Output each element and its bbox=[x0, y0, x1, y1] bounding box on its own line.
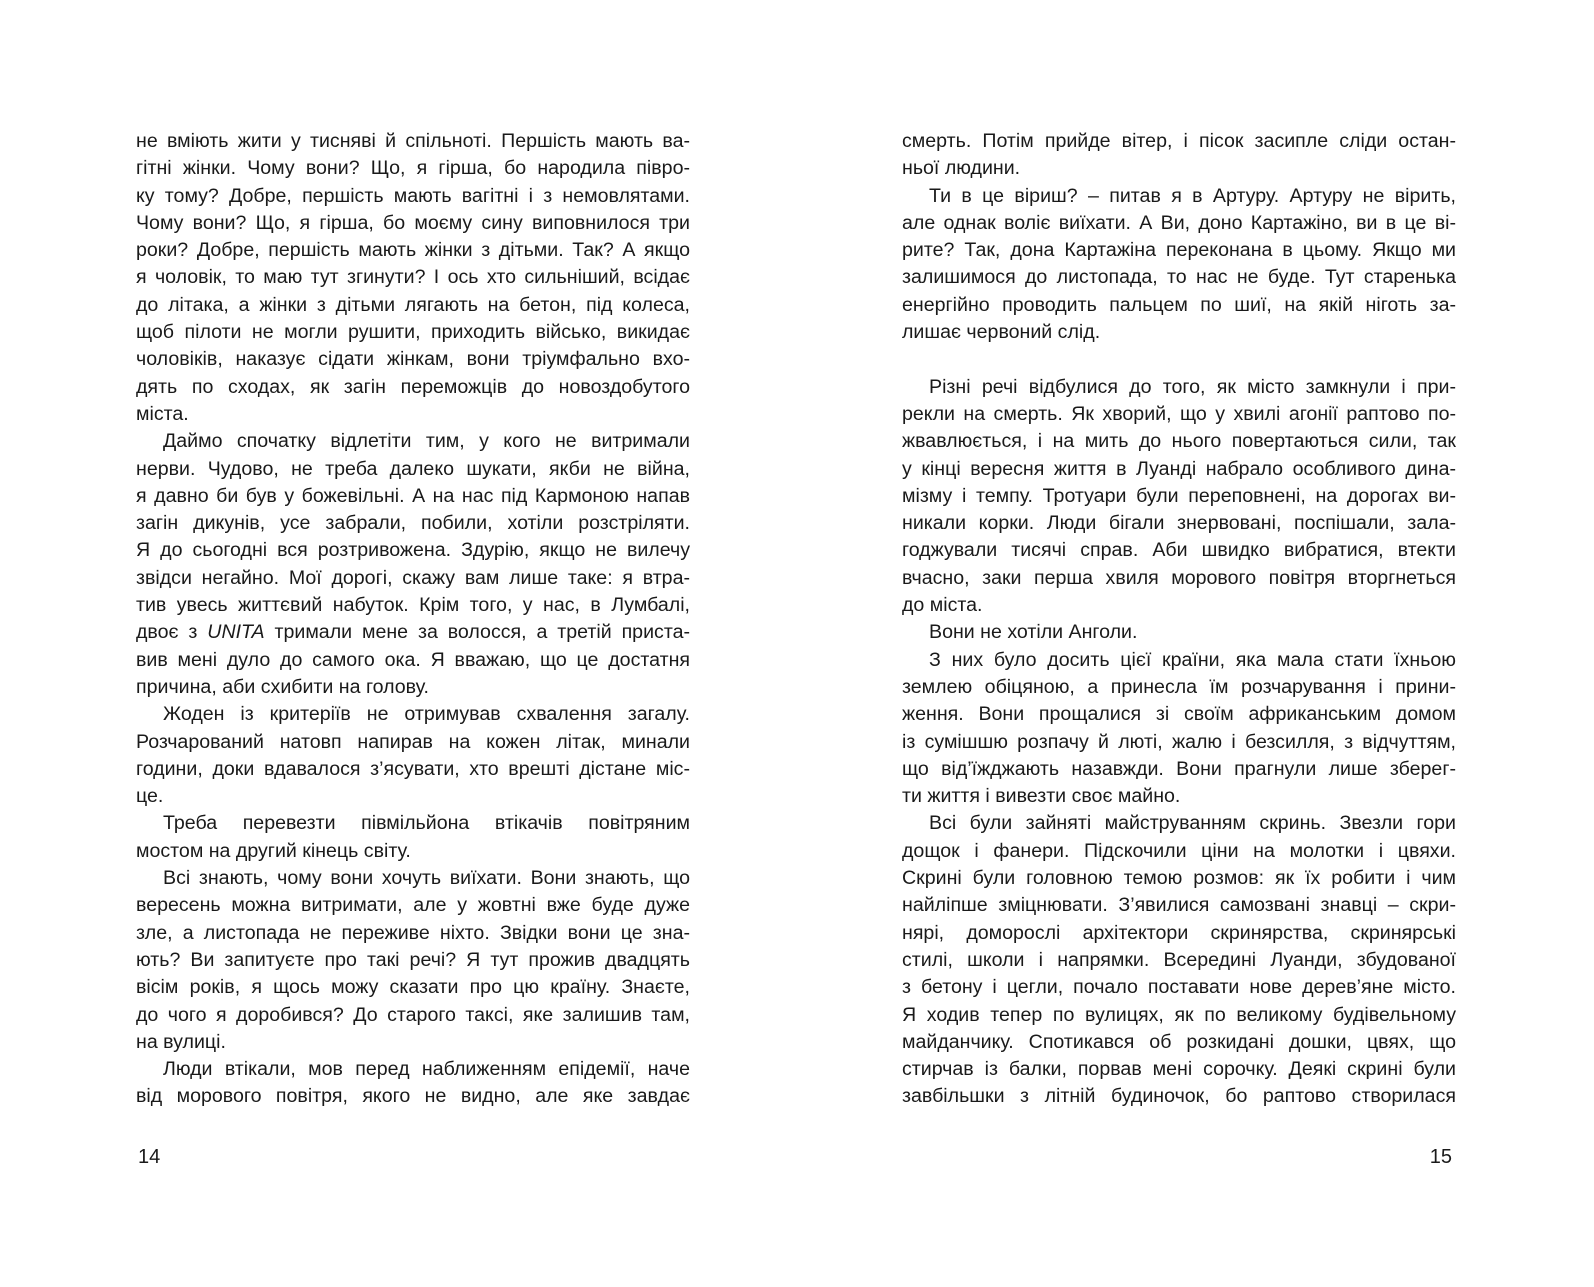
text-line: мізму і темпу. Тротуари були переповнені, на дорогах ви- bbox=[902, 484, 1456, 507]
text-line: звідси негайно. Мої дорогі, скажу вам лише таке: я втра- bbox=[136, 566, 690, 589]
text-line: загін дикунів, усе забрали, побили, хотіли розстріляти. bbox=[136, 512, 690, 535]
text-line: Всі були зайняті майструванням скринь. Звезли гори bbox=[929, 812, 1456, 835]
text-line: залишимося до листопада, то нас не буде. Тут старенька bbox=[902, 266, 1456, 289]
text-line: Скрині були головною темою розмов: як їх робити і чим bbox=[902, 867, 1456, 890]
text-line: стирчав із балки, порвав мені сорочку. Деякі скрині були bbox=[902, 1058, 1456, 1081]
text-line: але однак воліє виїхати. А Ви, доно Картажіно, ви в це ві- bbox=[902, 211, 1456, 234]
text-line: Ти в це віриш? – питав я в Артуру. Артуру не вірить, bbox=[929, 184, 1456, 207]
text-line: що від’їжджають назавжди. Вони прагнули лише зберег- bbox=[902, 757, 1456, 780]
text-line: мостом на другий кінець світу. bbox=[136, 839, 411, 862]
text-line: никали корки. Люди бігали знервовані, поспішали, зала- bbox=[902, 512, 1456, 535]
text-line: жвавлюється, і на мить до нього повертаються сили, так bbox=[902, 430, 1456, 453]
text-line: рекли на смерть. Як хворий, що у хвилі агонії раптово по- bbox=[902, 402, 1456, 425]
text-line: вісім років, я щось можу сказати про цю країну. Знаєте, bbox=[136, 976, 690, 999]
italic-term: UNITA bbox=[207, 621, 265, 644]
text-line: ку тому? Добре, першість мають вагітні і з немовлятами. bbox=[136, 184, 690, 207]
text-line: нярі, доморослі архітектори скринярства, скринярські bbox=[902, 921, 1456, 944]
text-line: ють? Ви запитуєте про такі речі? Я тут прожив двадцять bbox=[136, 948, 690, 971]
text-line: у кінці вересня життя в Луанді набрало особливого дина- bbox=[902, 457, 1456, 480]
text-line: лишає червоний слід. bbox=[902, 321, 1101, 344]
text-line: ньої людини. bbox=[902, 157, 1021, 180]
text-line: Я до сьогодні вся розтривожена. Здурію, якщо не вилечу bbox=[136, 539, 690, 562]
text-line: роки? Добре, першість мають жінки з дітьми. Так? А якщо bbox=[136, 239, 690, 262]
text-line: двоє з UNITA тримали мене за волосся, а третій приста- bbox=[136, 621, 690, 644]
text-line: причина, аби схибити на голову. bbox=[136, 675, 429, 698]
text-line: від морового повітря, якого не видно, але яке завдає bbox=[136, 1085, 690, 1108]
text-line: із сумішшю розпачу й люті, жалю і безсилля, з відчуттям, bbox=[902, 730, 1456, 753]
text-line: вересень можна витримати, але у жовтні вже буде дуже bbox=[136, 894, 690, 917]
text-line: рите? Так, дона Картажіна переконана в цьому. Якщо ми bbox=[902, 239, 1456, 262]
left-page-body bbox=[136, 128, 690, 1111]
text-line: ження. Вони прощалися зі своїм африканським домом bbox=[902, 703, 1456, 726]
text-line: Розчарований натовп напирав на кожен літак, минали bbox=[136, 730, 690, 753]
text-line: стилі, школи і напрямки. Всередині Луанди, збудованої bbox=[902, 948, 1456, 971]
text-line: енергійно проводить пальцем по шиї, на якій ніготь за- bbox=[902, 293, 1456, 316]
text-line: Чому вони? Що, я гірша, бо моєму сину виповнилося три bbox=[136, 211, 690, 234]
text-line: це. bbox=[136, 785, 164, 808]
text-line: Вони не хотіли Анголи. bbox=[929, 621, 1138, 644]
text-line: Треба перевезти півмільйона втікачів повітряним bbox=[163, 812, 690, 835]
text-line: завбільшки з літній будиночок, бо раптово створилася bbox=[902, 1085, 1456, 1108]
text-line: на вулиці. bbox=[136, 1030, 226, 1053]
text-line bbox=[902, 346, 1456, 373]
text-line: не вміють жити у тисняві й спільноті. Першість мають ва- bbox=[136, 130, 690, 152]
text-line: вчасно, заки перша хвиля морового повітря вторгнеться bbox=[902, 566, 1456, 589]
text-line: З них було досить цієї країни, яка мала стати їхньою bbox=[929, 648, 1456, 671]
text-line: Я ходив тепер по вулицях, як по великому будівельному bbox=[902, 1003, 1456, 1026]
text-line: щоб пілоти не могли рушити, приходить військо, викидає bbox=[136, 321, 690, 344]
text-line: Жоден із критеріїв не отримував схвалення загалу. bbox=[163, 703, 690, 726]
text-line: землею обіцяною, а принесла їм розчарування і прини- bbox=[902, 675, 1456, 698]
text-line: смерть. Потім прийде вітер, і пісок засипле сліди остан- bbox=[902, 130, 1456, 152]
text-line: Всі знають, чому вони хочуть виїхати. Вони знають, що bbox=[163, 867, 690, 890]
left-page-number: 14 bbox=[138, 1146, 161, 1168]
text-line: зле, а листопада не переживе ніхто. Звідки вони це зна- bbox=[136, 921, 690, 944]
text-line: дощок і фанери. Підскочили ціни на молотки і цвяхи. bbox=[902, 839, 1456, 862]
text-line: чоловіків, наказує сідати жінкам, вони тріумфально вхо- bbox=[136, 348, 690, 371]
text-line: дять по сходах, як загін переможців до новоздобутого bbox=[136, 375, 690, 398]
text-line: Різні речі відбулися до того, як місто замкнули і при- bbox=[929, 375, 1456, 398]
text-line: Даймо спочатку відлетіти тим, у кого не витримали bbox=[163, 430, 690, 453]
text-line: Люди втікали, мов перед наближенням епідемії, наче bbox=[163, 1058, 690, 1081]
text-line: гітні жінки. Чому вони? Що, я гірша, бо народила півро- bbox=[136, 157, 690, 180]
right-page-number: 15 bbox=[1429, 1146, 1452, 1168]
text-line: я давно би був у божевільні. А на нас під Кармоною напав bbox=[136, 484, 690, 507]
text-line: я чоловік, то маю тут згинути? І ось хто сильніший, всідає bbox=[136, 266, 690, 289]
text-line: тив увесь життєвий набуток. Крім того, у нас, в Лумбалі, bbox=[136, 594, 690, 617]
text-line: до літака, а жінки з дітьми лягають на бетон, під колеса, bbox=[136, 293, 690, 316]
text-line: з бетону і цегли, почало поставати нове дерев’яне місто. bbox=[902, 976, 1456, 999]
text-line: нерви. Чудово, не треба далеко шукати, якби не війна, bbox=[136, 457, 690, 480]
text-line: до чого я доробився? До старого таксі, яке залишив там, bbox=[136, 1003, 690, 1026]
text-line: годжували тисячі справ. Аби швидко вибратися, втекти bbox=[902, 539, 1456, 562]
text-line: міста. bbox=[136, 402, 189, 425]
text-line: години, доки вдавалося з’ясувати, хто врешті дістане міс- bbox=[136, 757, 690, 780]
text-line: майданчику. Спотикався об розкидані дошки, цвях, що bbox=[902, 1030, 1456, 1053]
right-page-body bbox=[902, 128, 1456, 1111]
text-line: найліпше зміцнювати. З’явилися самозвані знавці – скри- bbox=[902, 894, 1456, 917]
text-line: вив мені дуло до самого ока. Я вважаю, що це достатня bbox=[136, 648, 690, 671]
text-line: ти життя і вивезти своє майно. bbox=[902, 785, 1181, 808]
text-line: до міста. bbox=[902, 594, 983, 617]
